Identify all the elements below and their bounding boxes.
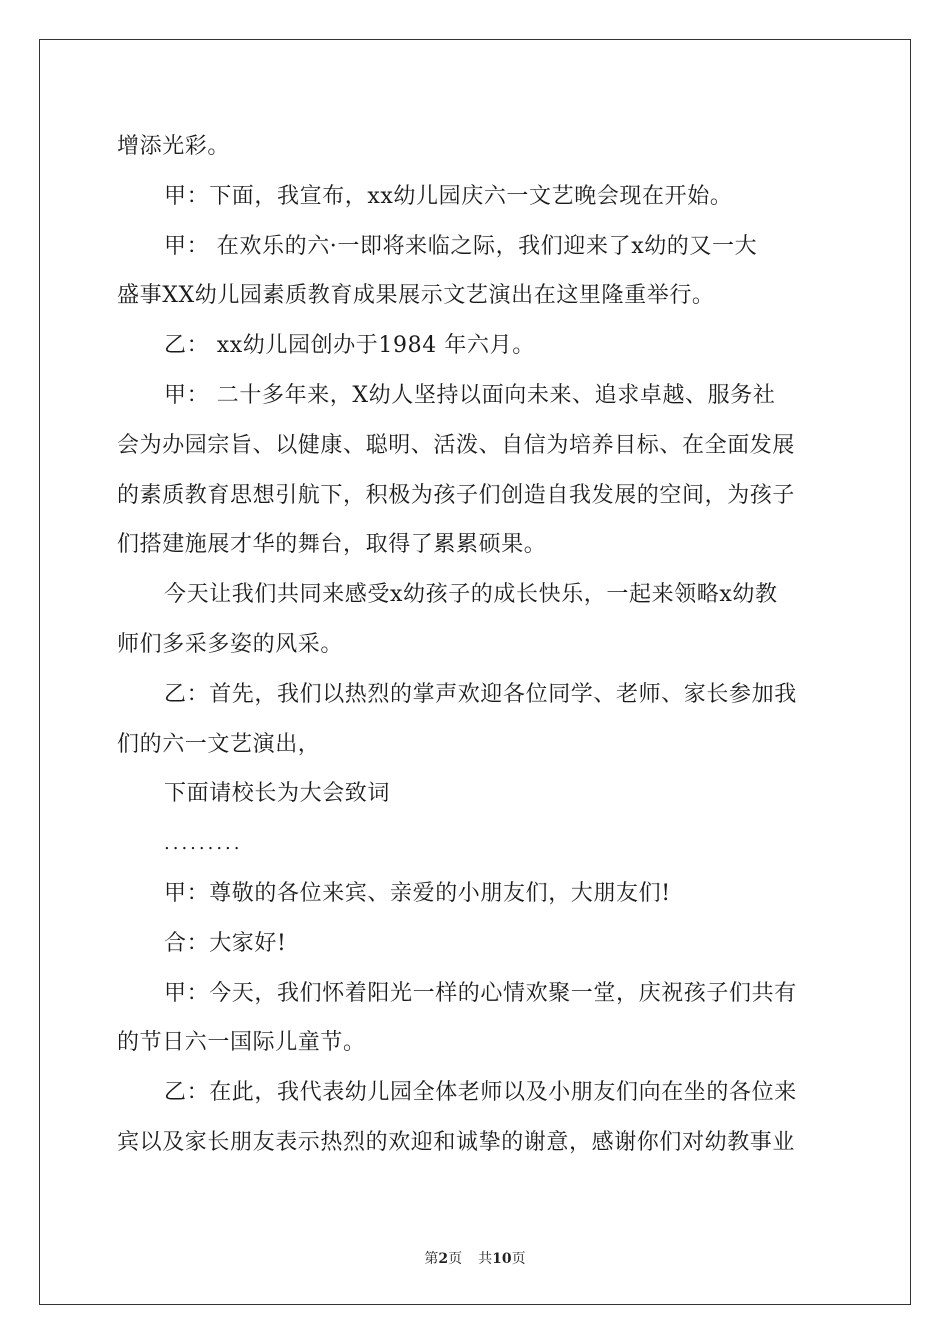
total-prefix: 共	[478, 1251, 493, 1267]
text-line: 乙：首先，我们以热烈的掌声欢迎各位同学、老师、家长参加我	[164, 681, 797, 707]
text-line: 甲：今天，我们怀着阳光一样的心情欢聚一堂，庆祝孩子们共有	[164, 980, 797, 1006]
total-suffix: 页	[511, 1251, 526, 1267]
text-line: 会为办园宗旨、以健康、聪明、活泼、自信为培养目标、在全面发展	[117, 432, 796, 458]
text-line: 增添光彩。	[117, 134, 231, 159]
page-suffix: 页	[448, 1251, 463, 1267]
ellipsis-line: .........	[164, 833, 243, 855]
text-line: 们搭建施展才华的舞台，取得了累累硕果。	[117, 532, 547, 558]
text-line: 甲： 二十多年来，X幼人坚持以面向未来、追求卓越、服务社	[164, 382, 776, 408]
text-line: 乙： xx幼儿园创办于1984 年六月。	[164, 333, 535, 359]
page-footer	[0, 1248, 950, 1268]
text-line: 甲：下面，我宣布，xx幼儿园庆六一文艺晚会现在开始。	[164, 183, 733, 209]
current-page-number: 2	[438, 1251, 449, 1267]
text-line: 的素质教育思想引航下，积极为孩子们创造自我发展的空间，为孩子	[117, 482, 796, 508]
text-line: 甲： 在欢乐的六·一即将来临之际，我们迎来了x幼的又一大	[164, 233, 758, 259]
text-line: 师们多采多姿的风采。	[117, 631, 344, 657]
total-page-number: 10	[492, 1251, 512, 1267]
document-body	[117, 122, 833, 1168]
text-line: 下面请校长为大会致词	[164, 781, 391, 807]
text-line: 今天让我们共同来感受x幼孩子的成长快乐，一起来领略x幼教	[164, 582, 778, 608]
text-line: 盛事XX幼儿园素质教育成果展示文艺演出在这里隆重举行。	[117, 283, 715, 309]
text-line: 乙：在此，我代表幼儿园全体老师以及小朋友们向在坐的各位来	[164, 1080, 797, 1106]
text-line: 的节日六一国际儿童节。	[117, 1030, 366, 1056]
page-prefix: 第	[424, 1251, 439, 1267]
text-line: 宾以及家长朋友表示热烈的欢迎和诚挚的谢意，感谢你们对幼教事业	[117, 1129, 796, 1155]
text-line: 甲：尊敬的各位来宾、亲爱的小朋友们，大朋友们!	[164, 880, 671, 906]
text-line: 们的六一文艺演出，	[117, 731, 321, 757]
text-line: 合：大家好!	[164, 930, 287, 956]
